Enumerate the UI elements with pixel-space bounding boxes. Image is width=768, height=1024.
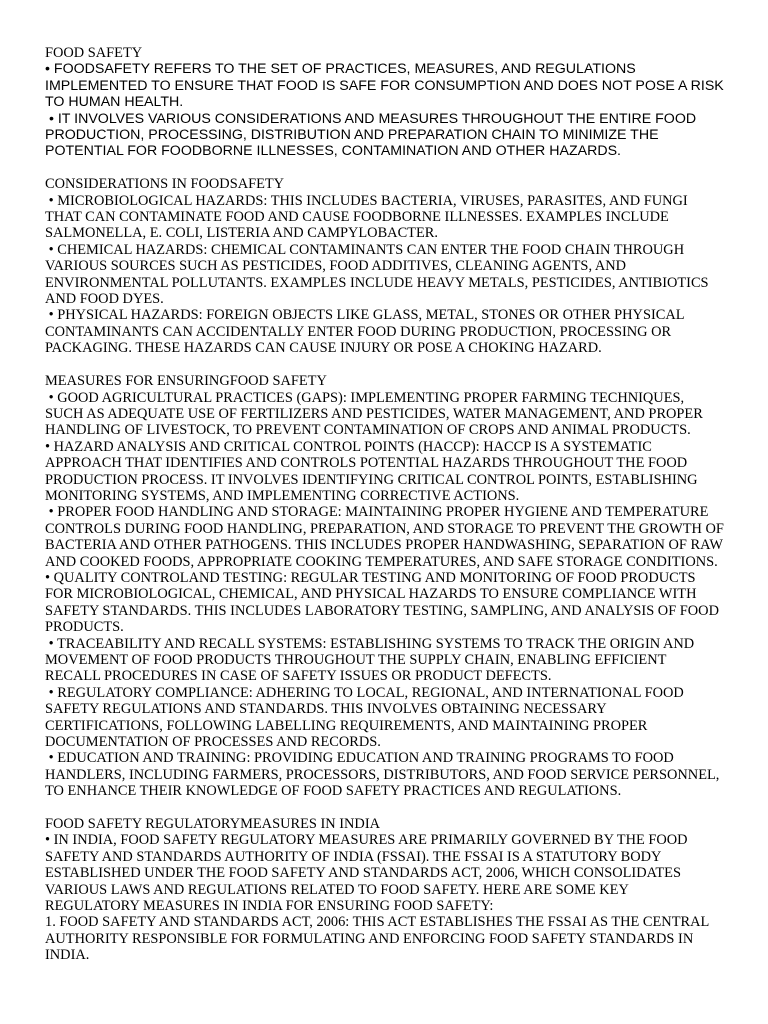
paragraph: • PROPER FOOD HANDLING AND STORAGE: MAINTAINING PROPER HYGIENE AND TEMPERATURE CONTROLS DURING FOOD HANDLING, PREPARATION, AND STORAGE TO PREVENT THE GROWTH OF BACTERIA AND OTHER PATHOGENS. THIS INCLUDES PROPER HANDWASHING, SEPARATION OF RAW AND COOKED FOODS, APPROPRIATE COOKING TEMPERATURES, AND SAFE STORAGE CONDITIONS.	[45, 504, 728, 570]
paragraph: • MICROBIOLOGICAL HAZARDS: THIS INCLUDES BACTERIA, VIRUSES, PARASITES, AND FUNGI THAT CAN CONTAMINATE FOOD AND CAUSE FOODBORNE ILLNESSES. EXAMPLES INCLUDE SALMONELLA, E. COLI, LISTERIA AND CAMPYLOBACTER.	[45, 192, 692, 242]
paragraph: • REGULATORY COMPLIANCE: ADHERING TO LOCAL, REGIONAL, AND INTERNATIONAL FOOD SAFETY REGULATIONS AND STANDARDS. THIS INVOLVES OBTAINING NECESSARY CERTIFICATIONS, FOLLOWING LABELLING REQUIREMENTS, AND MAINTAINING PROPER DOCUMENTATION OF PROCESSES AND RECORDS.	[45, 684, 688, 751]
paragraph: • IN INDIA, FOOD SAFETY REGULATORY MEASURES ARE PRIMARILY GOVERNED BY THE FOOD SAFETY AND STANDARDS AUTHORITY OF INDIA (FSSAI). THE FSSAI IS A STATUTORY BODY ESTABLISHED UNDER THE FOOD SAFETY AND STANDARDS ACT, 2006, WHICH CONSOLIDATES VARIOUS LAWS AND REGULATIONS RELATED TO FOOD SAFETY. HERE ARE SOME KEY REGULATORY MEASURES IN INDIA FOR ENSURING FOOD SAFETY:	[45, 832, 692, 915]
paragraph: • EDUCATION AND TRAINING: PROVIDING EDUCATION AND TRAINING PROGRAMS TO FOOD HANDLERS, INCLUDING FARMERS, PROCESSORS, DISTRIBUTORS, AND FOOD SERVICE PERSONNEL, TO ENHANCE THEIR KNOWLEDGE OF FOOD SAFETY PRACTICES AND REGULATIONS.	[45, 750, 723, 800]
paragraph: • FOODSAFETY REFERS TO THE SET OF PRACTICES, MEASURES, AND REGULATIONS IMPLEMENTED TO ENSURE THAT FOOD IS SAFE FOR CONSUMPTION AND DOES NOT POSE A RISK TO HUMAN HEALTH.	[45, 61, 724, 111]
document-page	[45, 45, 728, 964]
paragraph: • CHEMICAL HAZARDS: CHEMICAL CONTAMINANTS CAN ENTER THE FOOD CHAIN THROUGH VARIOUS SOURCES SUCH AS PESTICIDES, FOOD ADDITIVES, CLEANING AGENTS, AND ENVIRONMENTAL POLLUTANTS. EXAMPLES INCLUDE HEAVY METALS, PESTICIDES, ANTIBIOTICS AND FOOD DYES.	[45, 241, 712, 308]
paragraph: • QUALITY CONTROLAND TESTING: REGULAR TESTING AND MONITORING OF FOOD PRODUCTS FOR MICROBIOLOGICAL, CHEMICAL, AND PHYSICAL HAZARDS TO ENSURE COMPLIANCE WITH SAFETY STANDARDS. THIS INCLUDES LABORATORY TESTING, SAMPLING, AND ANALYSIS OF FOOD PRODUCTS.	[45, 569, 723, 636]
spacer	[45, 160, 725, 176]
paragraph: • HAZARD ANALYSIS AND CRITICAL CONTROL POINTS (HACCP): HACCP IS A SYSTEMATIC APPROACH THAT IDENTIFIES AND CONTROLS POTENTIAL HAZARDS THROUGHOUT THE FOOD PRODUCTION PROCESS. IT INVOLVES IDENTIFYING CRITICAL CONTROL POINTS, ESTABLISHING MONITORING SYSTEMS, AND IMPLEMENTING CORRECTIVE ACTIONS.	[45, 438, 702, 504]
spacer	[45, 357, 725, 373]
paragraph: • TRACEABILITY AND RECALL SYSTEMS: ESTABLISHING SYSTEMS TO TRACK THE ORIGIN AND MOVEMENT OF FOOD PRODUCTS THROUGHOUT THE SUPPLY CHAIN, ENABLING EFFICIENT RECALL PROCEDURES IN CASE OF SAFETY ISSUES OR PRODUCT DEFECTS.	[45, 635, 698, 685]
paragraph: 1. FOOD SAFETY AND STANDARDS ACT, 2006: THIS ACT ESTABLISHES THE FSSAI AS THE CENTRAL AUTHORITY RESPONSIBLE FOR FORMULATING AND ENFORCING FOOD SAFETY STANDARDS IN INDIA.	[45, 914, 712, 964]
section-heading-regulatory: FOOD SAFETY REGULATORYMEASURES IN INDIA	[45, 816, 381, 833]
spacer	[45, 800, 725, 816]
paragraph: • GOOD AGRICULTURAL PRACTICES (GAPS): IMPLEMENTING PROPER FARMING TECHNIQUES, SUCH AS ADEQUATE USE OF FERTILIZERS AND PESTICIDES, WATER MANAGEMENT, AND PROPER HANDLING OF LIVESTOCK, TO PREVENT CONTAMINATION OF CROPS AND ANIMAL PRODUCTS.	[45, 389, 707, 439]
section-heading-considerations: CONSIDERATIONS IN FOODSAFETY	[45, 176, 285, 193]
section-heading-measures: MEASURES FOR ENSURINGFOOD SAFETY	[45, 373, 327, 390]
paragraph: • PHYSICAL HAZARDS: FOREIGN OBJECTS LIKE GLASS, METAL, STONES OR OTHER PHYSICAL CONTAMINANTS CAN ACCIDENTALLY ENTER FOOD DURING PRODUCTION, PROCESSING OR PACKAGING. THESE HAZARDS CAN CAUSE INJURY OR POSE A CHOKING HAZARD.	[45, 307, 688, 357]
section-heading-food-safety: FOOD SAFETY	[45, 45, 143, 61]
paragraph: • IT INVOLVES VARIOUS CONSIDERATIONS AND MEASURES THROUGHOUT THE ENTIRE FOOD PRODUCTION, PROCESSING, DISTRIBUTION AND PREPARATION CHAIN TO MINIMIZE THE POTENTIAL FOR FOODBORNE ILLNESSES, CONTAMINATION AND OTHER HAZARDS.	[45, 110, 701, 160]
